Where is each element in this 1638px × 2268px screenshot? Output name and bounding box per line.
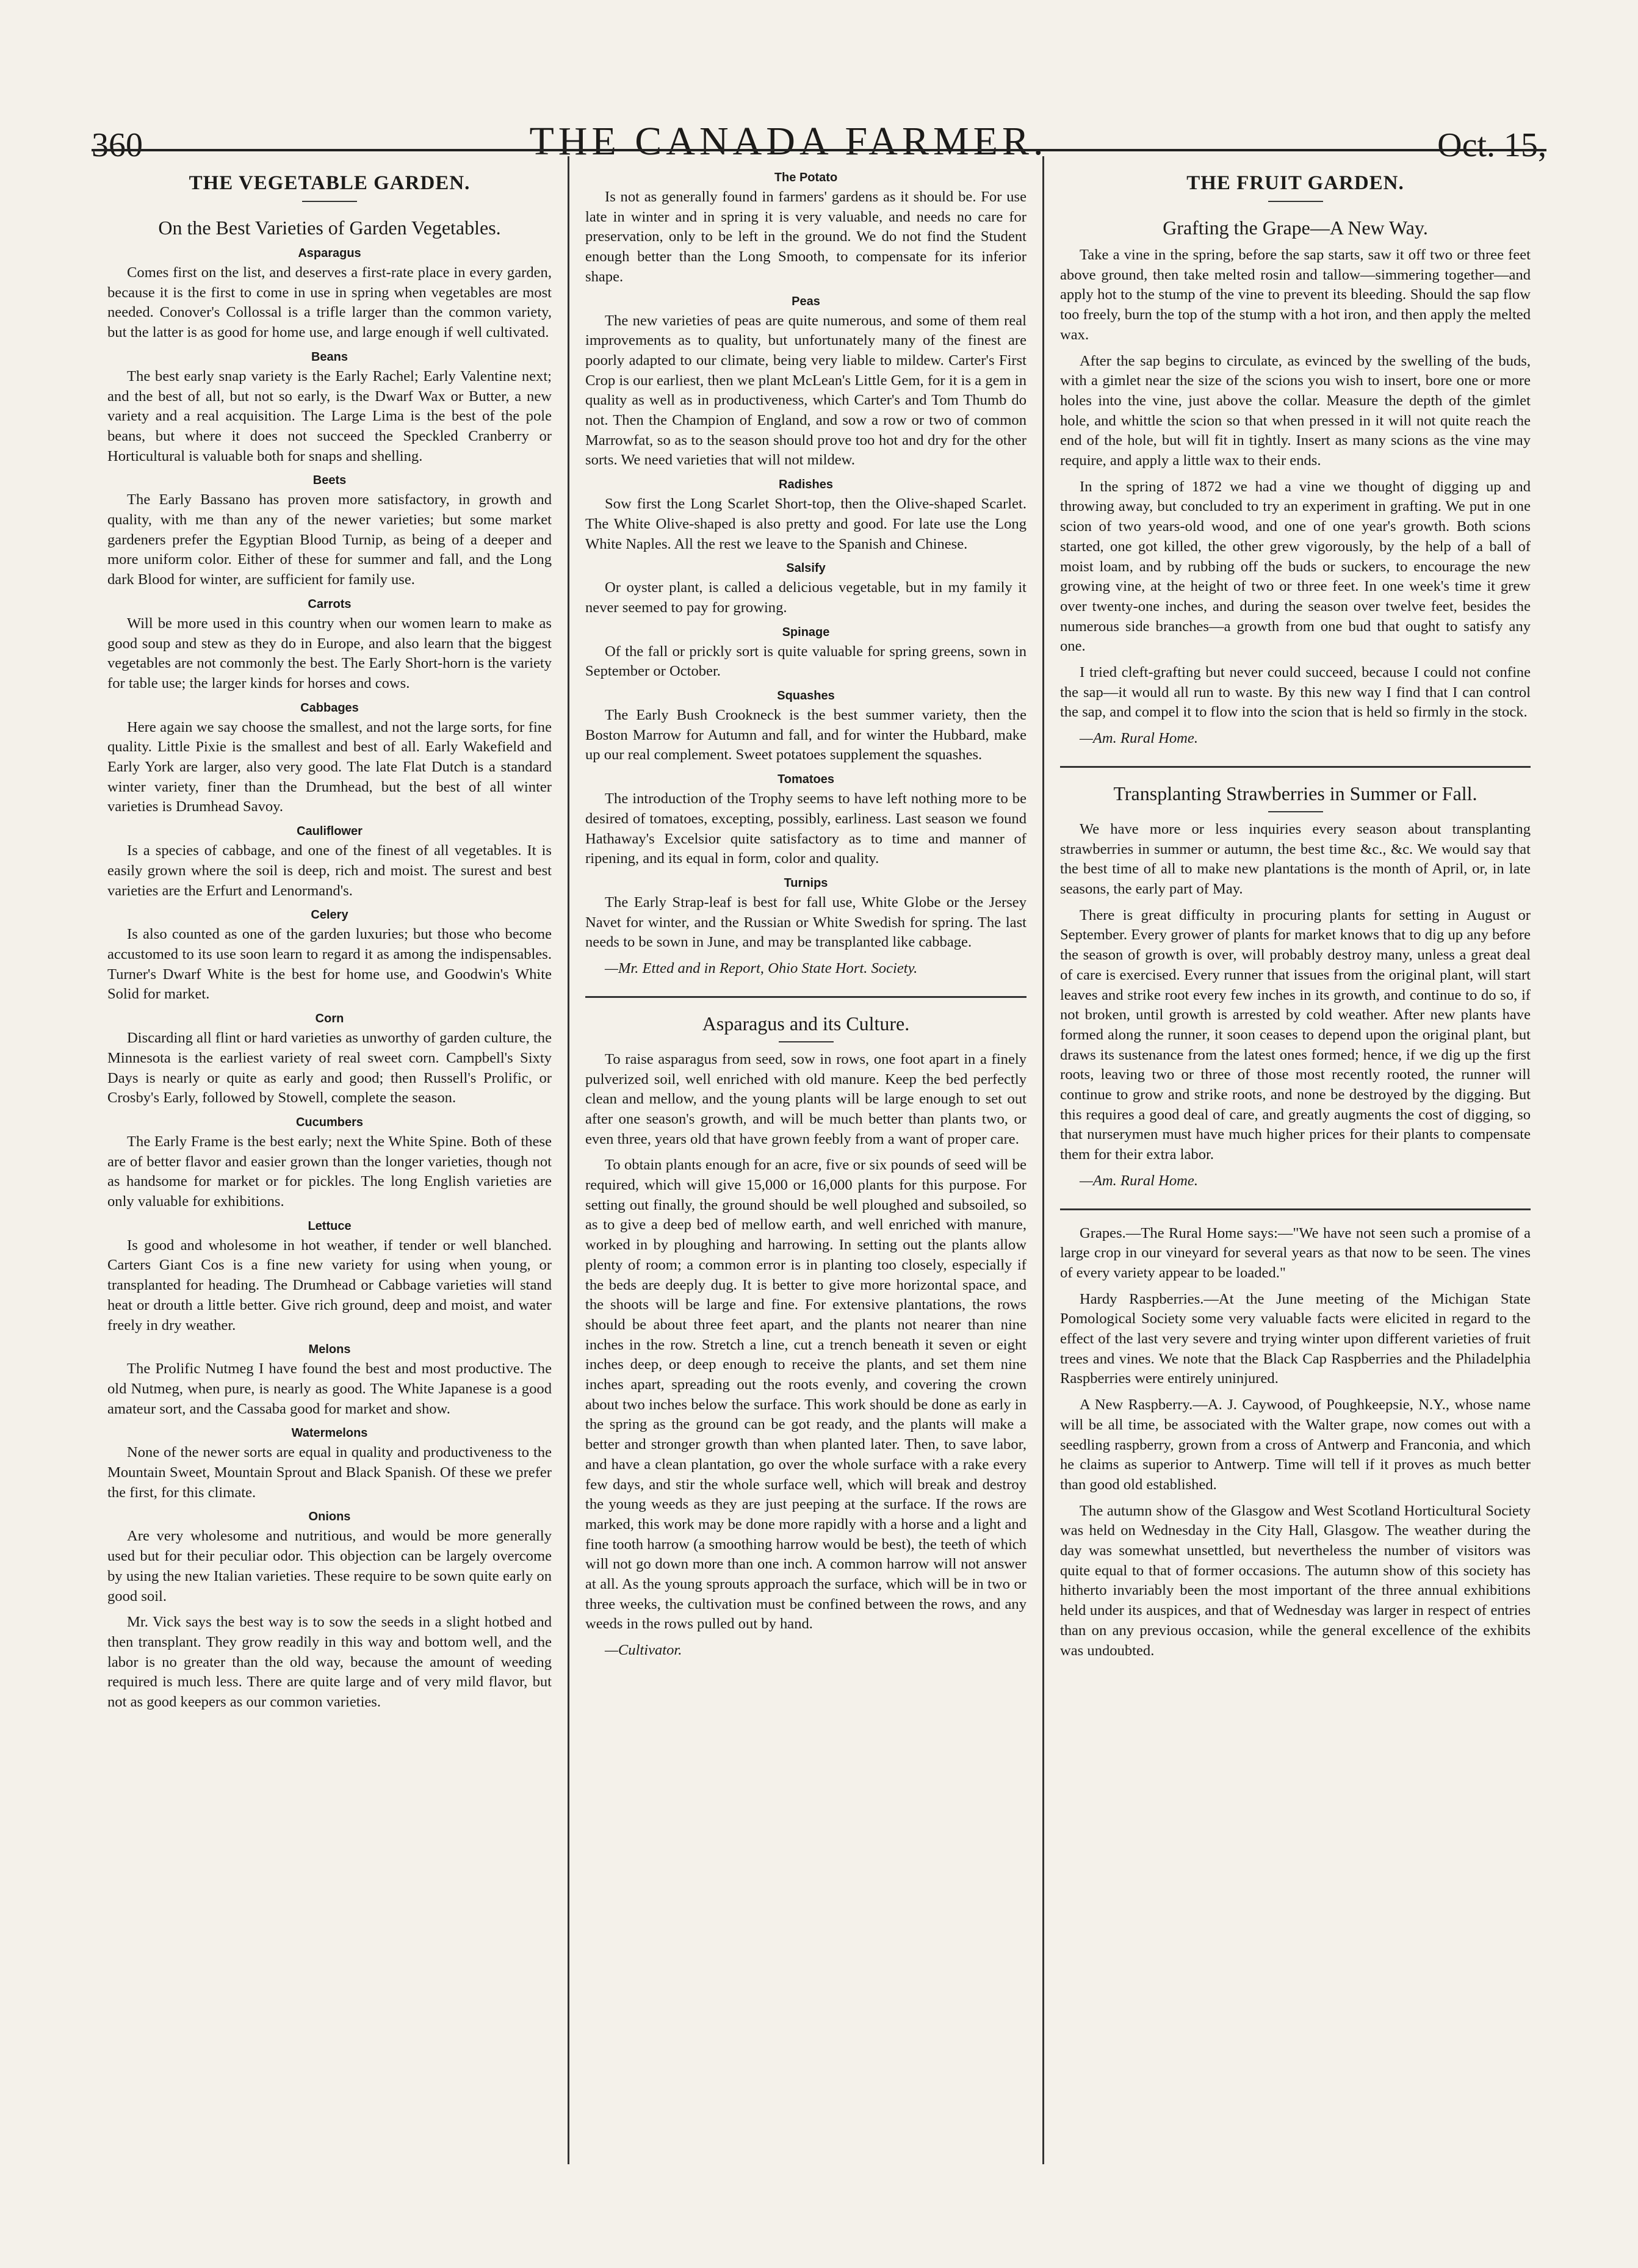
section-heading: Squashes <box>777 689 835 703</box>
section-heading: Cabbages <box>300 701 359 715</box>
article-credit: —Am. Rural Home. <box>1080 730 1199 747</box>
short-rule <box>1268 811 1323 812</box>
section-text: The Prolific Nutmeg I have found the best and most productive. The old Nutmeg, when pure, is nearly as good. The White Japanese is a good amateur sort, and the Cassaba good for market and show. <box>107 1360 552 1417</box>
section-heading: Cauliflower <box>297 825 363 839</box>
section-heading: Asparagus <box>298 247 361 260</box>
section-text: Is a species of cabbage, and one of the finest of all vegetables. It is easily grown where the soil is deep, rich and moist. The surest and best varieties are the Erfurt and Lenormand's. <box>107 842 552 899</box>
section-heading: Radishes <box>779 478 833 492</box>
short-rule <box>302 201 357 202</box>
section-text: The new varieties of peas are quite numerous, and some of them real improvements as to quality, but unfortunately many of the finest are poorly adapted to our climate, being very liable to mildew. Carter's First Crop is our earliest, then we plant McLean's Little Gem, for it is a gem in quality as well as in productiveness, which Carter's and Tom Thumb do not. Then the Champion of England, and sow a row or two of common Marrowfat, so as to the season should prove too hot and dry for the other sorts. We need varieties that will not mildew. <box>585 312 1026 469</box>
section-text: The Early Bush Crookneck is the best summer variety, then the Boston Marrow for Autumn and fall, and for winter the Hubbard, make up our real complement. Sweet potatoes supplement the squashes. <box>585 707 1026 764</box>
news-note: Hardy Raspberries.—At the June meeting of the Michigan State Pomological Society some very valuable facts were elicited in regard to the effect of the last very severe and trying winter upon different varieties of fruit trees and vines. We note that the Black Cap Raspberries and the Philadelphia Raspberries were entirely uninjured. <box>1060 1290 1531 1387</box>
section-heading: The Potato <box>774 171 838 184</box>
article-credit: —Mr. Etted and in Report, Ohio State Hort. Society. <box>605 960 918 977</box>
section-heading: Cucumbers <box>295 1115 364 1129</box>
department-heading: THE FRUIT GARDEN. <box>1186 172 1404 194</box>
section-text: The best early snap variety is the Early Rachel; Early Valentine next; and the best of all, but not so early, is the Dwarf Wax or Butter, a new variety and a real acquisition. The Large Lima is the best of the pole beans, but where it does not succeed the Speckled Cranberry or Horticultural is valuable both for snaps and shelling. <box>107 367 552 464</box>
page-number: 360 <box>92 126 143 164</box>
section-heading: Beets <box>312 474 347 488</box>
section-text: Sow first the Long Scarlet Short-top, then the Olive-shaped Scarlet. The White Olive-shaped is also pretty and good. For late use the Long White Naples. All the rest we leave to the Spanish and Chinese. <box>585 496 1026 552</box>
article-paragraph: There is great difficulty in procuring plants for setting in August or September. Every grower of plants for market knows that to dig up any before the season of growth is over, will probably destroy many, unless a great deal of care is exercised. Every runner that issues from the original plant, will start leaves and strike root every few inches in its growth, and continue to do so, if not broken, until growth is arrested by cold weather. After new plants have formed along the runner, it soon ceases to depend upon the original plant, but draws its sustenance from the latest ones formed; hence, if we dig up the first roots, leaving two or three of those most recently rooted, the runner will continue to grow and strike roots, and none be destroyed by the digging. But this requires a good deal of care, and greatly augments the cost of digging, so that nurserymen must have much higher prices for their plants to compensate them for their extra labor. <box>1060 906 1531 1163</box>
strawberries-article-body <box>1060 820 1531 1165</box>
section-text: The introduction of the Trophy seems to have left nothing more to be desired of tomatoes, excepting, possibly, earliness. Last season we found Hathaway's Excelsior quite satisfactory as to time and manner of ripening, and its equal in form, color and quality. <box>585 790 1026 867</box>
section-heading: Corn <box>315 1012 344 1026</box>
section-text: Or oyster plant, is called a delicious vegetable, but in my family it never seemed to pay for growing. <box>585 579 1026 616</box>
section-text: Will be more used in this country when our women learn to make as good soup and stew as they do in Europe, and also learn that the biggest vegetables are not commonly the best. The Early Short-horn is the variety for table use; the larger kinds for horses and cows. <box>107 615 552 692</box>
article-paragraph: To raise asparagus from seed, sow in rows, one foot apart in a finely pulverized soil, well enriched with old manure. Keep the bed perfectly clean and mellow, and the young plants will be large enough to set out after one season's growth, and will be much better than plants two, or even three, years old that have grown feebly from a want of proper care. <box>585 1050 1026 1147</box>
article-divider <box>1060 766 1531 768</box>
section-heading: Spinage <box>782 625 830 639</box>
section-heading: Celery <box>311 908 348 922</box>
short-rule <box>1268 201 1323 202</box>
article-divider <box>585 996 1026 998</box>
section-heading: Carrots <box>308 597 352 611</box>
section-text: Is not as generally found in farmers' gardens as it should be. For use late in winter and in spring it is very valuable, and needs no care for preservation, only to be left in the ground. We do not find the Student enough better than the Long Smooth, to compensate for its inferior shape. <box>585 189 1026 285</box>
paper-title: THE CANADA FARMER. <box>529 119 1048 164</box>
section-heading: Lettuce <box>308 1219 352 1233</box>
fruit-notes <box>1060 1224 1531 1661</box>
section-text: Here again we say choose the smallest, and not the large sorts, for fine quality. Little Pixie is the smallest and best of all. Early Wakefield and Early York are larger, also very good. The late Flat Dutch is a standard winter variety, finer than the Drumhead, but the best of all winter varieties is Drumhead Savoy. <box>107 718 552 815</box>
section-heading: Watermelons <box>291 1426 368 1440</box>
section-text: None of the newer sorts are equal in quality and productiveness to the Mountain Sweet, Mountain Sprout and Black Spanish. Of these we prefer the first, for this climate. <box>107 1444 552 1501</box>
section-heading: Turnips <box>784 876 828 890</box>
section-text: The Early Bassano has proven more satisfactory, in growth and quality, with me than any of the newer varieties; but some market gardeners prefer the Egyptian Blood Turnip, as being of a deeper and more uniform color. Either of these for summer and fall, and the Long dark Blood for winter, are sufficient for family use. <box>107 491 552 588</box>
closing-paragraph: Mr. Vick says the best way is to sow the seeds in a slight hotbed and then transplant. They grow readily in this way and bottom well, and the labor is no greater than the old way, because the amount of weeding required is much less. There are quite large and of very mild flavor, but not as good keepers as our common varieties. <box>107 1614 552 1711</box>
section-text: Is also counted as one of the garden luxuries; but those who become accustomed to its use soon learn to regard it as among the indispensables. Turner's Dwarf White is the best for home use, and Goodwin's White Solid for market. <box>107 926 552 1003</box>
article-paragraph: In the spring of 1872 we had a vine we thought of digging up and throwing away, but concluded to try an experiment in grafting. We put in one scion of two years-old wood, and one of one year's growth. Both scions started, one got killed, the other grew vigorously, by the help of a ball of moist loam, and by rubbing off the buds or suckers, to encourage the new growing vine, at the height of two or three feet. In one week's time it grew over twenty-one inches, and during the season over twelve feet, besides the numerous side branches—a growth from one bud that ought to satisfy any one. <box>1060 478 1531 655</box>
news-note: A New Raspberry.—A. J. Caywood, of Poughkeepsie, N.Y., whose name will be all time, be associated with the Walter grape, now comes out with a seedling raspberry, grown from a cross of Antwerp and Franconia, and which he claims as superior to Antwerp. Time will tell if it proves as much better than good old established. <box>1060 1396 1531 1493</box>
column-vegetables-continued <box>568 156 1042 2164</box>
section-text: Of the fall or prickly sort is quite valuable for spring greens, sown in September or October. <box>585 643 1026 680</box>
section-heading: Peas <box>792 294 820 308</box>
article-title-strawberries: Transplanting Strawberries in Summer or Fall. <box>1113 782 1477 804</box>
article-credit: —Cultivator. <box>605 1642 682 1659</box>
vegetable-sections <box>107 247 552 1606</box>
news-note: The autumn show of the Glasgow and West Scotland Horticultural Society was held on Wednesday in the City Hall, Glasgow. The weather during the day was somewhat unsettled, but nevertheless the number of visitors was quite equal to that of former occasions. The autumn show of this society has hitherto invariably been the most important of the three annual exhibitions held under its auspices, and that of Wednesday was larger in respect of entries than on any previous occasion, while the general excellence of the exhibits was undoubted. <box>1060 1502 1531 1659</box>
vegetable-sections-continued <box>585 171 1026 953</box>
column-fruit-garden <box>1042 156 1546 2164</box>
article-credit: —Am. Rural Home. <box>1080 1172 1199 1189</box>
asparagus-article-body <box>585 1050 1026 1634</box>
article-divider <box>1060 1208 1531 1210</box>
section-text: Comes first on the list, and deserves a first-rate place in every garden, because it is the first to come in use in spring when vegetables are most needed. Conover's Collossal is a trifle larger than the common variety, but the latter is as good for home use, and large enough if well cultivated. <box>107 264 552 341</box>
article-title-asparagus: Asparagus and its Culture. <box>702 1012 910 1035</box>
section-text: Is good and wholesome in hot weather, if tender or well blanched. Carters Giant Cos is a fine new variety for using when young, or transplanted for heading. The Drumhead or Cabbage varieties will stand heat or drouth a little better. Give rich ground, deep and moist, and water freely in dry weather. <box>107 1237 552 1334</box>
article-paragraph: After the sap begins to circulate, as evinced by the swelling of the buds, with a gimlet near the size of the scions you wish to insert, bore one or more holes into the vine, just above the collar. Measure the depth of the gimlet hole, and whittle the scion so that when pressed in it will not quite reach the end of the hole, but will fit in tightly. Insert as many scions as the vine may require, and apply a little wax to their ends. <box>1060 352 1531 469</box>
section-heading: Tomatoes <box>778 773 834 787</box>
columns <box>92 156 1546 2164</box>
column-vegetable-garden <box>92 156 568 2164</box>
section-text: Discarding all flint or hard varieties as unworthy of garden culture, the Minnesota is the earliest variety of real sweet corn. Campbell's Sixty Days is nearly or quite as early and good; then Russell's Prolific, or Crosby's Early, followed by Stowell, complete the season. <box>107 1030 552 1107</box>
grafting-article-body <box>1060 245 1531 723</box>
section-text: The Early Frame is the best early; next the White Spine. Both of these are of better flavor and easier grown than the longer varieties, though not as handsome for market or for pickles. The long English varieties are only valuable for exhibitions. <box>107 1133 552 1210</box>
section-text: Are very wholesome and nutritious, and would be more generally used but for their peculiar odor. This objection can be largely overcome by using the new Italian varieties. These require to be sown quite early on good soil. <box>107 1528 552 1605</box>
section-text: The Early Strap-leaf is best for fall use, White Globe or the Jersey Navet for winter, and the Russian or White Swedish for spring. The last needs to be sown in June, and may be transplanted like cabbage. <box>585 894 1026 951</box>
article-paragraph: We have more or less inquiries every season about transplanting strawberries in summer or autumn, the best time &c., &c. We would say that the best time of all to make new plantations is the month of April, or, in late seasons, the early part of May. <box>1060 820 1531 897</box>
article-title: On the Best Varieties of Garden Vegetables. <box>158 217 501 239</box>
article-paragraph: I tried cleft-grafting but never could succeed, because I could not confine the sap—it would all run to waste. By this new way I find that I can control the sap, and compel it to flow into the scion that is held so firmly in the stock. <box>1060 664 1531 721</box>
department-heading: THE VEGETABLE GARDEN. <box>189 172 471 194</box>
section-heading: Salsify <box>786 562 826 576</box>
masthead-rule <box>92 149 1546 151</box>
section-heading: Onions <box>308 1510 351 1524</box>
issue-date: Oct. 15, <box>1437 126 1546 164</box>
masthead <box>92 104 1546 165</box>
short-rule <box>779 1041 834 1042</box>
article-paragraph: To obtain plants enough for an acre, five or six pounds of seed will be required, which will give 15,000 or 16,000 plants for this purpose. For setting out finally, the ground should be well ploughed and subsoiled, so as to give a deep bed of mellow earth, and well enriched with manure, worked in by ploughing and harrowing. In setting out the plants allow plenty of room; a common error is in planting too closely, especially if the beds are deeply dug. It is better to give more horizontal space, and the shoots will be large and fine. For extensive plantations, the rows should be about three feet apart, and the plants not nearer than nine inches in the row. Stretch a line, cut a trench beneath it seven or eight inches deep, or deep enough to receive the plants, and set them nine inches apart, spreading out the roots evenly, and covering the crown about two inches below the surface. This work should be done as early in the spring as the ground can be got ready, and the plants will make a better and stronger growth than when planted later. Then, to save labor, and have a clean plantation, go over the whole surface with a rake every few days, and stir the whole surface well, which will break and destroy the young weeds as they are just peeping at the surface. If the rows are marked, this work may be done more rapidly with a horse and a light and fine tooth harrow (a smoothing harrow would be best), the teeth of which will not go down more than one inch. A common harrow will not answer at all. As the young sprouts approach the surface, which will be in two or three weeks, the cultivation must be confined between the rows, and any weeds in the rows pulled out by hand. <box>585 1157 1026 1633</box>
article-title-grafting: Grafting the Grape—A New Way. <box>1163 217 1428 239</box>
news-note: Grapes.—The Rural Home says:—"We have not seen such a promise of a large crop in our vineyard for several years as that now to be seen. The vines of every variety appear to be loaded." <box>1060 1224 1531 1281</box>
section-heading: Melons <box>308 1343 351 1357</box>
section-heading: Beans <box>311 350 348 364</box>
article-paragraph: Take a vine in the spring, before the sap starts, saw it off two or three feet above ground, then take melted rosin and tallow—simmering together—and apply hot to the stump of the vine to prevent its bleeding. Should the sap flow too freely, burn the top of the stump with a hot iron, and then apply the melted wax. <box>1060 247 1531 343</box>
